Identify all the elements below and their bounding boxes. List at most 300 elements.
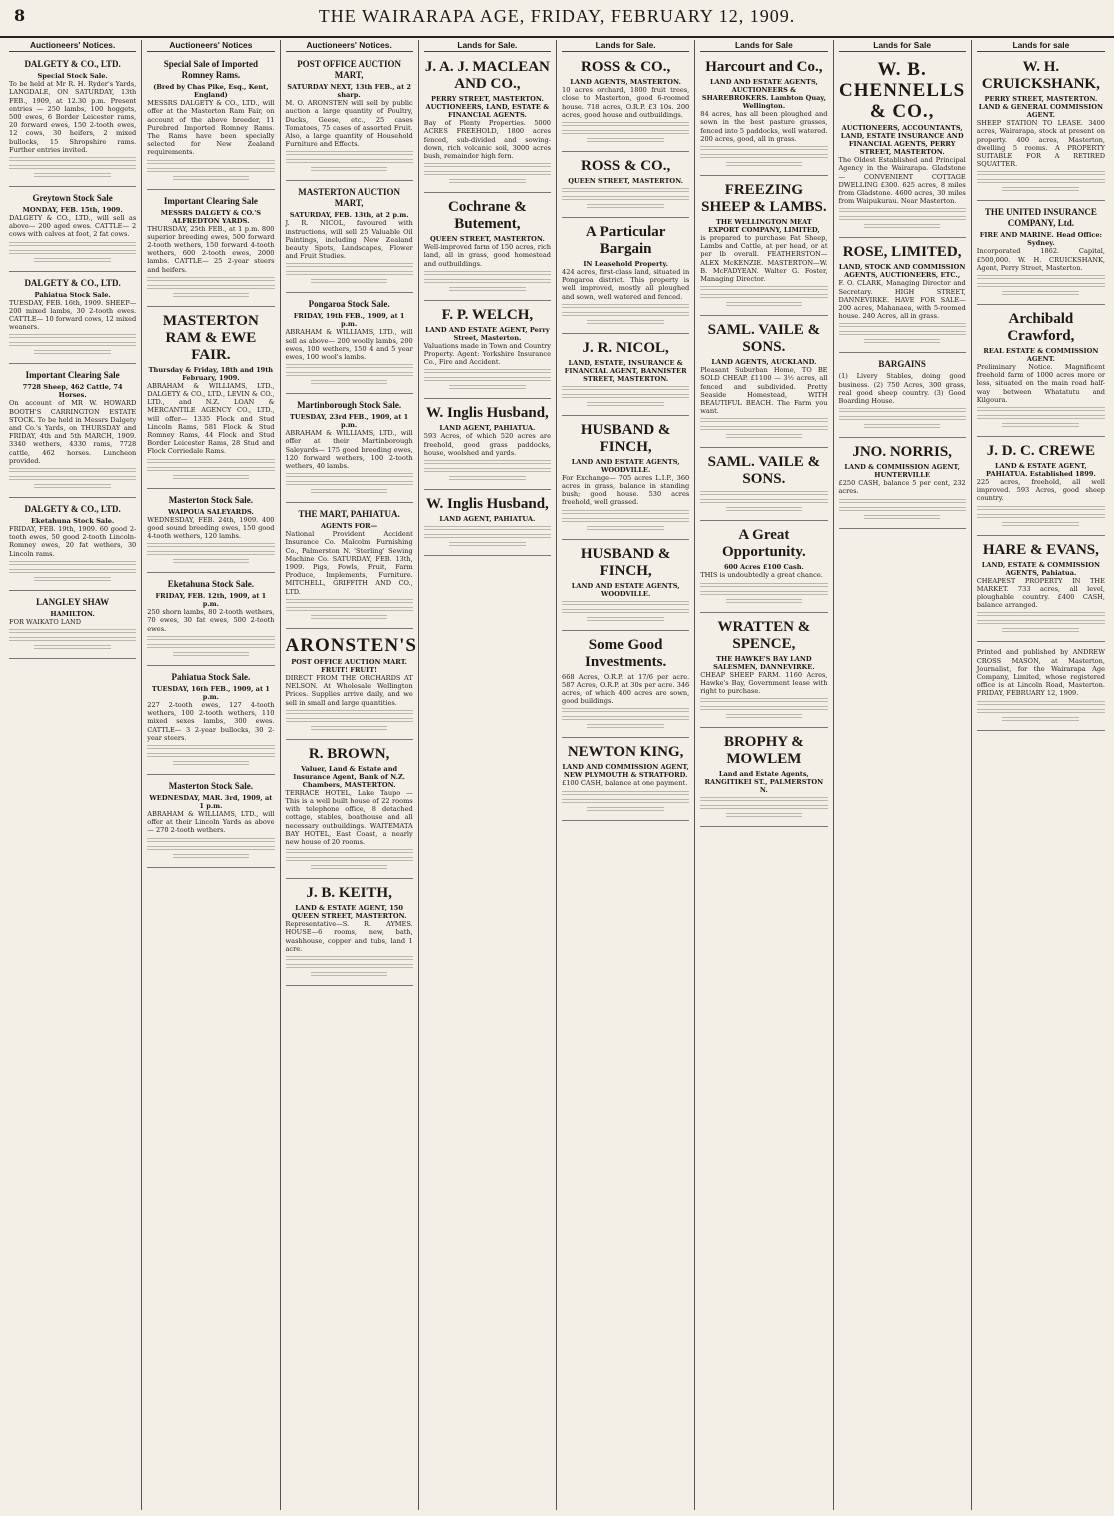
print-texture xyxy=(34,173,110,178)
ad-subheading: REAL ESTATE & COMMISSION AGENT. xyxy=(983,347,1099,364)
print-texture xyxy=(977,612,1105,617)
ad-title: SAML. VAILE & SONS. xyxy=(707,322,821,356)
print-texture xyxy=(726,162,802,167)
column-heading: Auctioneers' Notices. xyxy=(9,40,136,52)
ad-title: Cochrane & Butement, xyxy=(448,199,527,233)
print-texture xyxy=(977,283,1105,288)
print-texture xyxy=(9,165,136,170)
print-texture xyxy=(562,791,689,796)
ad-subheading: LAND AND ESTATE AGENT, Perry Street, Masterton. xyxy=(425,325,550,342)
print-texture xyxy=(286,718,413,723)
ad-body: ABRAHAM & WILLIAMS, LTD., DALGETY & CO., LTD., LEVIN & CO., LTD., and N.Z. LOAN & MERCANTILE AGENCY CO., LTD., will offer— 1335 Flock and Stud Lincoln Rams, 581 Flock & Stud Romney Rams, 44 Flock and Stud Border Leicester Rams, 28 Stud and Flock Corriedale Rams. xyxy=(147,381,275,456)
print-texture xyxy=(424,377,551,382)
print-texture xyxy=(726,507,802,512)
ad-title: FREEZING SHEEP & LAMBS. xyxy=(701,182,827,216)
ad-body: (1) Livery Stables, doing good business. (2) 750 Acres, 300 grass, real good sheep country. (3) Good Boarding House. xyxy=(838,372,966,406)
print-texture xyxy=(562,510,689,515)
ad-subheading: FRIDAY, FEB. 12th, 1909, at 1 p.m. xyxy=(155,592,267,609)
ad-body: 250 shorn lambs, 80 2-tooth wethers, 70 ewes, 30 fat ewes, 500 2-tooth ewes. xyxy=(147,608,275,633)
ad-body: 593 Acres, of which 520 acres are freehold, good grass paddocks, house, woolshed and yards. xyxy=(423,432,551,457)
print-texture xyxy=(424,171,551,176)
column-heading: Auctioneers' Notices xyxy=(147,40,274,52)
advertisement xyxy=(977,440,1105,536)
ad-subheading: MESSRS DALGETY & CO.'S ALFREDTON YARDS. xyxy=(160,208,261,225)
print-texture xyxy=(562,708,689,713)
ad-subheading: (Bred by Chas Pike, Esq., Kent, England) xyxy=(153,83,269,100)
ad-subheading: HAMILTON. xyxy=(50,609,95,618)
print-texture xyxy=(286,481,413,486)
advertisement xyxy=(839,356,966,438)
ad-body: J. R. NICOL, favoured with instructions, will sell 25 Valuable Oil Paintings, including New Zealand beauty Spots, Landscapes, Flower and Fruit Studies. xyxy=(285,219,413,261)
print-texture xyxy=(839,416,966,421)
ad-subheading: WAIPOUA SALEYARDS. xyxy=(167,507,254,516)
advertisement xyxy=(147,576,274,666)
ad-subheading: LAND AGENTS, AUCKLAND. xyxy=(711,358,817,367)
advertisement xyxy=(9,56,136,187)
print-texture xyxy=(587,204,663,209)
print-texture xyxy=(977,407,1105,412)
ad-subheading: FIRE AND MARINE. Head Office: Sydney. xyxy=(979,231,1102,248)
ad-subheading: LAND & COMMISSION AGENT, HUNTERVILLE xyxy=(844,463,960,480)
ad-body: On account of MR W. HOWARD BOOTH'S CARRINGTON ESTATE STOCK. To be held in Messrs Dalgety and Co.'s Yards, on THURSDAY and FRIDAY, 4th and 5th MARCH, 1909. 3340 wethers, 4330 rams, 7728 cattle, 462 horses. Luncheon provided. xyxy=(9,399,137,465)
print-texture xyxy=(562,196,689,201)
ad-subheading: Thursday & Friday, 18th and 19th February, 1909. xyxy=(148,365,274,382)
print-texture xyxy=(286,151,413,156)
print-texture xyxy=(173,176,249,181)
print-texture xyxy=(562,386,689,391)
print-texture xyxy=(700,583,827,588)
ad-body: ABRAHAM & WILLIAMS, LTD., will offer at their Lincoln Yards as above— 270 2-tooth wethers. xyxy=(147,809,275,835)
advertisement xyxy=(147,56,274,189)
print-texture xyxy=(587,138,663,143)
print-texture xyxy=(449,542,525,547)
print-texture xyxy=(977,620,1105,625)
print-texture xyxy=(587,617,663,622)
print-texture xyxy=(562,518,689,523)
print-texture xyxy=(449,179,525,184)
ad-title: Harcourt and Co., xyxy=(705,59,823,76)
print-texture xyxy=(424,271,551,276)
advertisement xyxy=(286,184,413,293)
print-texture xyxy=(1002,187,1079,192)
print-texture xyxy=(726,714,802,719)
print-texture xyxy=(147,543,274,548)
ad-subheading: LAND AND ESTATE AGENTS, AUCTIONEERS & SHAREBROKERS. Lambton Quay, Wellington. xyxy=(701,78,826,111)
print-texture xyxy=(587,320,663,325)
advertisement xyxy=(700,616,827,729)
print-texture xyxy=(9,561,136,566)
ad-body: The Oldest Established and Principal Agency in the Wairarapa. Gladstone — CONVENIENT COTTAGE DWELLING £300. 625 acres, 8 miles from Gladstone. 4600 acres, 30 miles from Waipukurau. Near Masterton. xyxy=(838,156,966,206)
print-texture xyxy=(311,972,387,977)
advertisement xyxy=(9,275,136,365)
ad-title: J. A. J. MACLEAN AND CO., xyxy=(424,59,550,93)
print-texture xyxy=(286,599,413,604)
advertisement xyxy=(9,190,136,272)
ad-title: THE UNITED INSURANCE COMPANY, Ltd. xyxy=(984,207,1097,229)
print-texture xyxy=(839,408,966,413)
ad-subheading: POST OFFICE AUCTION MART. FRUIT! FRUIT! xyxy=(291,657,407,674)
advertisement xyxy=(700,319,827,448)
print-texture xyxy=(147,838,274,843)
advertisement xyxy=(286,397,413,503)
ad-body: 424 acres, first-class land, situated in Pongaroa district. This property is well improved, mostly all ploughed and sown, well watered and fenced. xyxy=(562,268,690,301)
ad-title: MASTERTON RAM & EWE FAIR. xyxy=(162,312,259,363)
ad-body: TUESDAY, FEB. 16th, 1909. SHEEP— 200 mixed lambs, 30 2-tooth ewes. CATTLE— 10 forward cows, 12 mixed weaners. xyxy=(9,298,137,332)
ad-title: DALGETY & CO., LTD. xyxy=(24,504,121,515)
print-texture xyxy=(726,599,802,604)
print-texture xyxy=(726,434,802,439)
advertisement xyxy=(424,196,551,301)
print-texture xyxy=(1002,628,1079,633)
ad-body: To be held at Mr R. H. Ryder's Yards, LANGDALE, ON SATURDAY, 13th FEB., 1909, at 12.30 p.m. Present entries — 250 lambs, 100 hoggets, 500 ewes, 6 Border Leicester rams, 20 forward ewes, 150 2-tooth ewes, 12 cows, 30 heifers, 2 mixed bullocks, 15 Shropshire rams. Further entries invited. xyxy=(9,80,137,154)
column-heading: Auctioneers' Notices. xyxy=(286,40,413,52)
ad-title: Eketahuna Stock Sale. xyxy=(167,579,255,590)
advertisement xyxy=(977,308,1105,437)
ad-title: F. P. WELCH, xyxy=(441,306,534,323)
print-texture xyxy=(34,577,110,582)
print-texture xyxy=(977,701,1105,706)
print-texture xyxy=(839,331,966,336)
ad-body: ABRAHAM & WILLIAMS, LTD., will offer at their Martinborough Saleyards— 175 good breeding ewes, 120 forward wethers, 100 2-tooth wethers, 40 lambs. xyxy=(285,429,413,471)
print-texture xyxy=(587,807,663,812)
ad-title: Some Good Investments. xyxy=(585,636,667,670)
advertisement xyxy=(562,337,689,416)
print-texture xyxy=(562,609,689,614)
advertisement xyxy=(562,56,689,152)
advertisement xyxy=(286,743,413,879)
ad-body: Bay of Plenty Properties. 5000 ACRES FREEHOLD, 1800 acres fenced, sub-divided and sowing-down, rich volcanic soil, 3000 acres bush, remainder high fern. xyxy=(423,119,551,161)
ad-subheading: Eketahuna Stock Sale. xyxy=(31,517,115,526)
advertisement xyxy=(700,56,827,176)
ad-title: JNO. NORRIS, xyxy=(852,444,952,461)
ad-body: Representative—S. R. AYMES. HOUSE—6 rooms, new, bath, washhouse, copper and tubs, land 1 acre. xyxy=(285,920,413,953)
ad-body: CHEAPEST PROPERTY IN THE MARKET. 733 acres, all level, ploughable country. £400 CASH, balance arranged. xyxy=(976,576,1105,610)
print-texture xyxy=(700,426,827,431)
print-texture xyxy=(424,163,551,168)
ad-title: Masterton Stock Sale. xyxy=(168,494,253,505)
ad-title: A Particular Bargain xyxy=(585,224,666,258)
ad-body: DALGETY & CO., LTD., will sell as above— 200 aged ewes. CATTLE— 2 cows with calves at foot, 2 fat cows. xyxy=(9,214,137,239)
print-texture xyxy=(1002,717,1079,722)
advertisement xyxy=(562,543,689,631)
ad-title: THE MART, PAHIATUA. xyxy=(298,509,400,520)
print-texture xyxy=(147,551,274,556)
print-texture xyxy=(562,716,689,721)
ad-subheading: LAND & ESTATE AGENT, 150 QUEEN STREET, MASTERTON. xyxy=(291,904,407,921)
ad-body: THIS is undoubtedly a great chance. xyxy=(700,571,823,580)
print-texture xyxy=(286,607,413,612)
print-texture xyxy=(449,287,525,292)
ad-body: Pleasant Suburban Home, TO BE SOLD CHEAP. £1100 — 3½ acres, all fenced and subdivided. Pretty Seaside Homestead, WITH BEAUTIFUL BEACH. The Farm you want. xyxy=(700,366,828,416)
print-texture xyxy=(286,473,413,478)
advertisement xyxy=(147,310,274,489)
advertisement xyxy=(424,56,551,193)
ad-body: Incorporated 1862. Capital, £500,000. W. H. CRUICKSHANK, Agent, Perry Street, Masterton. xyxy=(976,247,1105,272)
advertisement xyxy=(286,882,413,986)
ad-subheading: Special Stock Sale. xyxy=(37,72,108,81)
print-texture xyxy=(311,167,387,172)
ad-subheading: SATURDAY, FEB. 13th, at 2 p.m. xyxy=(289,211,409,220)
ad-subheading: LAND AND ESTATE AGENTS, WOODVILLE. xyxy=(571,581,680,598)
ad-title: W. H. CRUICKSHANK, xyxy=(981,59,1100,93)
print-texture xyxy=(1002,291,1079,296)
ad-body: DIRECT FROM THE ORCHARDS AT NELSON. At Wholesale Wellington Prices. Supplies arrive daily, and we sell in small and large quantities. xyxy=(285,673,413,707)
print-texture xyxy=(839,499,966,504)
advertisement xyxy=(424,304,551,400)
ad-title: POST OFFICE AUCTION MART, xyxy=(297,59,402,81)
print-texture xyxy=(424,534,551,539)
print-texture xyxy=(587,526,663,531)
advertisement xyxy=(285,632,417,740)
ad-title: Greytown Stock Sale xyxy=(32,193,113,204)
ad-body: is prepared to purchase Fat Sheep, Lambs and Cattle, at per head, or at per lb overall. FEATHERSTON—ALEX McKENZIE. MASTERTON—W. B. McFADYEAN. Walter G. Foster, Managing Director. xyxy=(700,234,828,284)
ad-body: FRIDAY, FEB. 19th, 1909. 60 good 2-tooth ewes, 50 good 2-tooth Lincoln-Romney ewes, 20 fat wethers, 30 Lincoln rams. xyxy=(9,525,137,558)
print-texture xyxy=(562,601,689,606)
print-texture xyxy=(700,499,827,504)
ad-title: LANGLEY SHAW xyxy=(36,596,110,607)
print-texture xyxy=(839,323,966,328)
print-texture xyxy=(34,645,110,650)
ad-body: Preliminary Notice. Magnificent freehold farm of 1000 acres more or less, situated on the main road half-way between Whatatutu and Kilgoura. xyxy=(976,363,1105,404)
print-texture xyxy=(9,637,136,642)
print-texture xyxy=(977,709,1105,714)
ad-body: Well-improved farm of 150 acres, rich land, all in grass, good homestead and outbuildings. xyxy=(423,243,551,268)
print-texture xyxy=(147,459,274,464)
advertisement xyxy=(9,501,136,591)
ad-body: National Provident Accident Insurance Co. Malcolm Furnishing Co., Palmerston N. 'Sterling' Sewing Machine Co. SATURDAY, FEB. 13th, 1909. Pigs, Fowls, Fruit, Farm Produce, Implements, Furniture. MITCHELL, GRIFFITH AND CO., LTD. xyxy=(285,530,413,596)
ad-title: HUSBAND & FINCH, xyxy=(580,545,671,579)
print-texture xyxy=(147,467,274,472)
ad-title: HARE & EVANS, xyxy=(982,541,1099,558)
ad-body: £250 CASH, balance 5 per cent, 232 acres. xyxy=(838,479,966,496)
print-texture xyxy=(1002,522,1079,527)
print-texture xyxy=(34,258,110,263)
print-texture xyxy=(587,724,663,729)
print-texture xyxy=(562,799,689,804)
column-1 xyxy=(4,40,142,1510)
ad-subheading: LAND, STOCK AND COMMISSION AGENTS, AUCTIONEERS, ETC., xyxy=(838,263,966,280)
print-texture xyxy=(864,424,940,429)
print-texture xyxy=(839,216,966,221)
ad-subheading: Land and Estate Agents, RANGITIKEI ST., PALMERSTON N. xyxy=(704,770,824,795)
ad-subheading: AGENTS FOR— xyxy=(320,522,378,531)
print-texture xyxy=(562,304,689,309)
ad-body: F. O. CLARK, Managing Director and Secretary. HIGH STREET, DANNEVIRKE. HAVE FOR SALE— 200 acres, Mahanaea, with 5-roomed house. 240 Acres, all in grass. xyxy=(838,279,966,321)
ad-title: W. Inglis Husband, xyxy=(425,496,549,513)
print-texture xyxy=(700,797,827,802)
print-texture xyxy=(173,854,249,859)
column-6 xyxy=(695,40,833,1510)
ad-subheading: SATURDAY NEXT, 13th FEB., at 2 sharp. xyxy=(287,83,412,100)
print-texture xyxy=(700,805,827,810)
print-texture xyxy=(286,271,413,276)
print-texture xyxy=(424,526,551,531)
ad-subheading: Pahiatua Stock Sale. xyxy=(34,290,111,299)
ad-title: Important Clearing Sale xyxy=(163,195,258,206)
ad-title: ROSS & CO., xyxy=(581,59,671,76)
advertisement xyxy=(562,741,689,820)
advertisement xyxy=(147,778,274,868)
ad-subheading: Valuer, Land & Estate and Insurance Agent, Bank of N.Z. Chambers, MASTERTON. xyxy=(293,764,405,789)
advertisement xyxy=(700,451,827,521)
print-texture xyxy=(147,168,274,173)
ad-body: M. O. ARONSTEN will sell by public auction a large quantity of Poultry, Ducks, Geese, etc., 25 cases Tomatoes, 75 cases of assorted Fruit. Also, a large quantity of Household Furniture and Effects. xyxy=(285,99,413,149)
ad-title: NEWTON KING, xyxy=(567,744,684,761)
advertisement xyxy=(147,193,274,307)
ad-title: Special Sale of Imported Romney Rams. xyxy=(163,59,258,81)
ad-title: Martinborough Stock Sale. xyxy=(297,400,402,411)
print-texture xyxy=(9,569,136,574)
advertisement xyxy=(9,594,136,659)
ad-subheading: WEDNESDAY, MAR. 3rd, 1909, at 1 p.m. xyxy=(149,793,273,810)
ad-body: For Exchange— 705 acres L.I.P., 360 acres in grass, balance in standing bush; good house. 530 acres freehold, well grassed. xyxy=(562,473,690,507)
ad-body: 225 acres, freehold, all well improved. 593 Acres, good sheep country. xyxy=(976,478,1105,503)
print-texture xyxy=(700,491,827,496)
print-texture xyxy=(977,415,1105,420)
print-texture xyxy=(424,279,551,284)
print-texture xyxy=(9,157,136,162)
print-texture xyxy=(311,489,387,494)
print-texture xyxy=(449,385,525,390)
print-texture xyxy=(173,559,249,564)
print-texture xyxy=(147,160,274,165)
print-texture xyxy=(9,250,136,255)
print-texture xyxy=(424,460,551,465)
advertisement xyxy=(147,492,274,574)
print-texture xyxy=(700,154,827,159)
print-texture xyxy=(562,312,689,317)
ad-subheading: AUCTIONEERS, ACCOUNTANTS, LAND, ESTATE INSURANCE AND FINANCIAL AGENTS, PERRY STREET, MASTERTON. xyxy=(840,124,964,157)
print-texture xyxy=(864,339,940,344)
ad-subheading: 600 Acres £100 Cash. xyxy=(723,563,804,572)
ad-title: Pongaroa Stock Sale. xyxy=(308,299,390,310)
print-texture xyxy=(9,342,136,347)
print-texture xyxy=(34,484,110,489)
print-texture xyxy=(173,652,249,657)
print-texture xyxy=(864,515,940,520)
advertisement xyxy=(700,179,827,316)
column-heading: Lands for Sale. xyxy=(424,40,551,52)
ad-subheading: PERRY STREET, MASTERTON. LAND & GENERAL COMMISSION AGENT. xyxy=(978,95,1103,120)
print-texture xyxy=(587,402,663,407)
ad-body: Valuations made in Town and Country Property. Agent: Yorkshire Insurance Co., Fire and Accident. xyxy=(423,341,551,367)
ad-body: TERRACE HOTEL, Lake Taupo — This is a well built house of 22 rooms with telephone office, 8 detached cottage, stables, boathouse and all necessary outbuildings. WAITEMATA BAY HOTEL, East Coast, a nearly new house of 20 rooms. xyxy=(285,788,413,846)
ad-title: BARGAINS xyxy=(878,359,926,370)
print-texture xyxy=(147,745,274,750)
ad-title: HUSBAND & FINCH, xyxy=(580,421,671,455)
column-heading: Lands for Sale. xyxy=(562,40,689,52)
print-texture xyxy=(562,122,689,127)
advertisement xyxy=(286,296,413,394)
ad-subheading: LAND, ESTATE & COMMISSION AGENTS, Pahiatua. xyxy=(981,560,1101,577)
advertisement xyxy=(286,56,413,181)
print-texture xyxy=(286,364,413,369)
print-texture xyxy=(562,130,689,135)
advertisement xyxy=(700,524,827,612)
print-texture xyxy=(286,263,413,268)
ad-body: THURSDAY, 25th FEB., at 1 p.m. 800 superior breeding ewes, 500 forward 2-tooth wethers, 150 forward 4-tooth wethers, 600 2-tooth ewes, 2000 lambs. CATTLE— 25 2-year steers and heifers. xyxy=(147,224,275,274)
print-texture xyxy=(311,615,387,620)
ad-body: CHEAP SHEEP FARM. 1160 Acres, Hawke's Bay, Government lease with right to purchase. xyxy=(700,670,828,696)
ad-subheading: TUESDAY, 16th FEB., 1909, at 1 p.m. xyxy=(151,684,270,701)
print-texture xyxy=(977,275,1105,280)
ad-subheading: LAND AND ESTATE AGENTS, WOODVILLE. xyxy=(571,457,680,474)
print-texture xyxy=(726,813,802,818)
column-8 xyxy=(972,40,1110,1510)
print-texture xyxy=(839,507,966,512)
ad-title: Important Clearing Sale xyxy=(25,370,120,381)
print-texture xyxy=(311,279,387,284)
ad-body: WEDNESDAY, FEB. 24th, 1909. 400 good sound breeding ewes, 150 good 4-tooth wethers, 120 lambs. xyxy=(147,515,275,541)
ad-body: MESSRS DALGETY & CO., LTD., will offer at the Masterton Ram Fair, on account of the above breeder, 11 Purebred Imported Romney Rams. The Rams have been specially selected for New Zealand requirements. xyxy=(147,99,275,157)
print-texture xyxy=(700,418,827,423)
advertisement xyxy=(562,155,689,218)
advertisement xyxy=(700,731,827,827)
ad-title: W. Inglis Husband, xyxy=(425,405,549,422)
ad-title: WRATTEN & SPENCE, xyxy=(717,618,811,652)
advertisement xyxy=(839,441,966,528)
print-texture xyxy=(173,293,249,298)
advertisement xyxy=(424,402,551,490)
advertisement xyxy=(839,241,966,353)
advertisement xyxy=(562,634,689,739)
print-texture xyxy=(700,591,827,596)
print-texture xyxy=(700,294,827,299)
ad-subheading: LAND AND COMMISSION AGENT, NEW PLYMOUTH & STRATFORD. xyxy=(562,763,689,780)
ad-subheading: THE WELLINGTON MEAT EXPORT COMPANY, LIMITED, xyxy=(708,218,820,235)
print-texture xyxy=(977,171,1105,176)
advertisement xyxy=(977,539,1105,643)
ad-title: ARONSTEN'S xyxy=(285,634,417,656)
ad-subheading: LAND AGENT, PAHIATUA. xyxy=(439,424,536,433)
print-texture xyxy=(864,224,940,229)
ad-subheading: LAND & ESTATE AGENT, PAHIATUA. Established 1899. xyxy=(985,462,1096,479)
ad-title: DALGETY & CO., LTD. xyxy=(24,277,121,288)
ad-title: DALGETY & CO., LTD. xyxy=(24,59,121,70)
ad-body: SHEEP STATION TO LEASE. 3400 acres, Wairarapa, stock at present on property. 400 acres, Masterton, dwelling 5 rooms. A PROPERTY SUITABLE FOR A RETIRED SQUATTER. xyxy=(976,119,1105,169)
ad-title: Masterton Stock Sale. xyxy=(168,780,253,791)
ad-subheading: TUESDAY, 23rd FEB., 1909, at 1 p.m. xyxy=(289,413,409,430)
print-texture xyxy=(9,629,136,634)
advertisement xyxy=(424,493,551,556)
ad-body: £100 CASH, balance at one payment. xyxy=(562,779,688,788)
ad-subheading: LAND AGENT, PAHIATUA. xyxy=(439,515,536,524)
print-texture xyxy=(147,636,274,641)
print-texture xyxy=(700,146,827,151)
column-3 xyxy=(281,40,419,1510)
print-texture xyxy=(173,475,249,480)
ad-body: 668 Acres, O.R.P. at 17/6 per acre. 587 Acres, O.R.P. at 30s per acre. 346 acres, of which 400 acres are sown, good buildings. xyxy=(562,672,690,706)
newspaper-title: THE WAIRARAPA AGE, FRIDAY, FEBRUARY 12, 1909. xyxy=(318,6,796,26)
print-texture xyxy=(286,849,413,854)
print-texture xyxy=(147,277,274,282)
column-2 xyxy=(142,40,280,1510)
print-texture xyxy=(424,369,551,374)
column-heading: Lands for sale xyxy=(977,40,1105,52)
print-texture xyxy=(700,706,827,711)
print-texture xyxy=(700,698,827,703)
ad-title: ROSS & CO., xyxy=(581,158,671,175)
print-texture xyxy=(977,514,1105,519)
ad-title: Pahiatua Stock Sale. xyxy=(171,671,251,682)
advertisement xyxy=(286,506,413,629)
advertisement xyxy=(562,221,689,334)
ad-title: J. D. C. CREWE xyxy=(986,443,1096,460)
column-heading: Lands for Sale xyxy=(700,40,827,52)
ad-body: Printed and published by ANDREW CROSS MASON, at Masterton, Journalist, for the Wairarapa Age Company, Limited, whose registered office is at Lincoln Road, Masterton. FRIDAY, FEBRUARY 12, 1909. xyxy=(976,648,1105,698)
ad-subheading: MONDAY, FEB. 15th, 1909. xyxy=(22,206,123,215)
ad-title: Archibald Crawford, xyxy=(1007,311,1075,345)
